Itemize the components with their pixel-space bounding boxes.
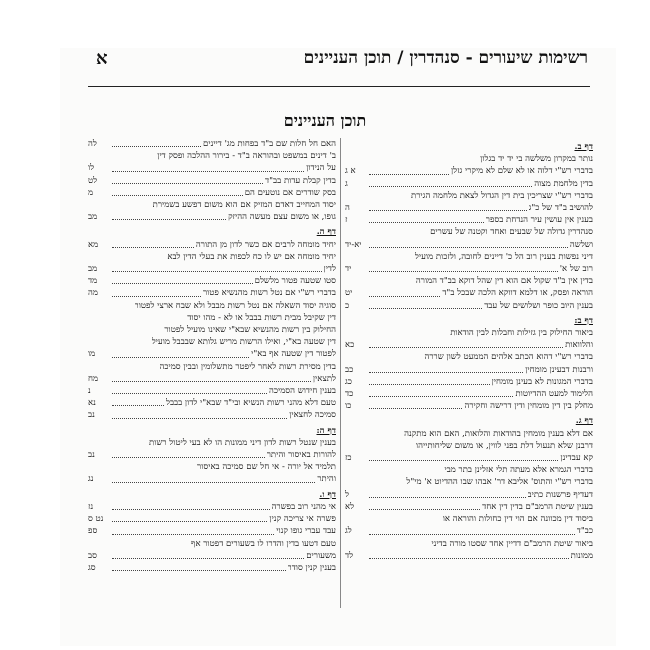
page-header (60, 46, 616, 86)
toc-entry (345, 165, 593, 177)
leader-dots (369, 186, 532, 187)
toc-entry-text: בדברי רש"י אם נטל רשות מהנשיא פטור (202, 288, 336, 299)
toc-entry-page: סב (88, 550, 97, 561)
toc-entry-page: ספ (88, 526, 98, 537)
toc-entry-text: קא עבדינן (560, 453, 593, 464)
leader-dots (112, 247, 194, 248)
toc-entry (345, 226, 593, 238)
toc-column-left (88, 138, 336, 574)
toc-entry (345, 300, 593, 312)
leader-dots (112, 418, 287, 419)
toc-entry (345, 476, 593, 488)
toc-entry (88, 409, 336, 421)
toc-entry (88, 187, 336, 199)
toc-entry (345, 327, 593, 339)
toc-entry-text: והלוואות (565, 340, 593, 351)
leader-dots (112, 482, 315, 483)
toc-entry-page: נב (88, 450, 95, 461)
toc-entry-text: סמיכה לחצאין (289, 410, 336, 421)
toc-entry (88, 348, 336, 360)
toc-column-right (345, 138, 593, 562)
toc-entry (88, 461, 336, 473)
toc-entry-page: מא (88, 239, 99, 250)
toc-section-heading: דף ג. (575, 416, 593, 427)
toc-entry-text: אי מהני רוב בפשרה (271, 501, 336, 512)
toc-entry-page: ל (345, 489, 349, 500)
leader-dots (112, 405, 164, 406)
toc-entry-text: לפטור דין שטעה אף בא"י (251, 349, 336, 360)
toc-entry (345, 525, 593, 537)
toc-entry (345, 339, 593, 351)
toc-entry-text: פשרה אי צריכה קנין (269, 514, 336, 525)
toc-entry-page: לו (88, 163, 95, 174)
toc-entry (88, 336, 336, 348)
toc-entry (88, 138, 336, 150)
toc-entry-text: ורבנות דבעינן מומחין (525, 364, 593, 375)
toc-entry (88, 175, 336, 187)
leader-dots (369, 408, 462, 409)
toc-entry (88, 211, 336, 223)
toc-entry-text: להושיב ב"ד של כ"ג (528, 203, 593, 214)
toc-entry (345, 464, 593, 476)
toc-entry-text: תלמיד אל יורה - אי חל שם סמיכה באיסור (197, 462, 336, 473)
toc-entry (345, 190, 593, 202)
leader-dots (112, 534, 274, 535)
leader-dots (369, 296, 440, 297)
toc-entry-text: לתצאין (312, 373, 336, 384)
toc-entry-page: מב (88, 264, 98, 275)
toc-entry (88, 562, 336, 574)
toc-entry-text: בענין היוב כופר ושלושים של עבד (484, 300, 593, 311)
toc-entry (88, 275, 336, 287)
toc-entry-page: סג (88, 562, 96, 573)
toc-entry-page: לג (345, 526, 352, 537)
toc-entry-page: כז (345, 453, 352, 464)
leader-dots (112, 570, 286, 571)
toc-entry-page: כ (345, 300, 350, 311)
leader-dots (112, 283, 253, 284)
toc-entry (345, 550, 593, 562)
toc-entry-text: יחיד מומחה אם יש לו כח לכפות את בעלי הדין לבא (167, 251, 336, 262)
toc-entry-text: בדברי רש"י שצריכין בית דין הגדול לצאת מלחמה הגירת (411, 190, 593, 201)
leader-dots (112, 296, 201, 297)
toc-entry (345, 287, 593, 299)
toc-entry (345, 400, 593, 412)
toc-entry-page: מד (88, 276, 98, 287)
toc-entry-text: בדברי המגונות לא בעינן מומחין (491, 376, 593, 387)
toc-entry-page: נ (88, 386, 91, 397)
toc-entry-text: ממונות (570, 550, 593, 561)
leader-dots (369, 347, 563, 348)
toc-entry (88, 373, 336, 385)
toc-entry (345, 428, 593, 440)
header-rule (88, 86, 590, 87)
toc-entry-text: ב' דינים במשפט ובהוראה ב"ד - בירור ההלכה ופסק דין (157, 151, 336, 162)
toc-entry-text: רוב של א' (559, 264, 593, 275)
leader-dots (369, 174, 449, 175)
toc-entry-text: אם דלא בענין מומחין בהודאות והלואות, האם הוא מתקנה (404, 428, 593, 439)
toc-entry-page: יד (345, 264, 352, 275)
leader-dots (369, 384, 490, 385)
leader-dots (112, 183, 263, 184)
toc-entry (345, 364, 593, 376)
toc-entry-text: סטו שטעה פטור מלשלם (254, 276, 336, 287)
toc-entry-page: לה (88, 139, 97, 149)
toc-entry-page: נט ס (88, 514, 104, 525)
toc-entry (88, 287, 336, 299)
toc-entry (88, 473, 336, 485)
leader-dots (112, 271, 322, 272)
toc-entry-text: ביאור שיטת הרמב"ם דדיין אחד שסטו מורה בדיני (431, 538, 593, 549)
toc-section-heading: דף ו. (319, 489, 336, 500)
toc-entry (88, 263, 336, 275)
toc-entry-text: יסוד המחייב דאדם המזיק אם הוא משום דפשע בשמירת (152, 200, 336, 211)
toc-entry-text: משעורים (306, 550, 336, 561)
toc-entry-text: בענין שיטת הרמב"ם בדין דין אחד (482, 501, 593, 512)
toc-entry-text: להורות באיסור והיתר (266, 450, 336, 461)
toc-entry (88, 501, 336, 513)
leader-dots (369, 460, 558, 461)
leader-dots (369, 210, 527, 211)
toc-entry (345, 153, 593, 165)
toc-entry-text: הלימוד למעט ההדיוטות (515, 389, 593, 400)
toc-entry-text: בסק שודרים אם נוטעים הם (244, 187, 336, 198)
toc-entry (88, 150, 336, 162)
toc-entry (345, 251, 593, 263)
leader-dots (112, 146, 201, 147)
toc-entry-page: א ג (345, 166, 356, 177)
toc-entry (345, 388, 593, 400)
toc-entry-text: דעדיף פרשנות כתיב (527, 489, 593, 500)
toc-entry-page: יא-יד (345, 239, 362, 250)
toc-entry-text: דין שטעה בא"י, ואילו הרשות מריש גלותא שבבבל מועיל (151, 337, 336, 348)
toc-entry-text: מחלק בין דין מומחין ודין דרישה וחקירה (464, 401, 593, 412)
toc-entry (88, 538, 336, 550)
toc-entry (88, 550, 336, 562)
toc-entry (88, 437, 336, 449)
toc-entry (345, 214, 593, 226)
leader-dots (112, 457, 265, 458)
toc-entry (88, 324, 336, 336)
leader-dots (112, 521, 267, 522)
toc-entry-page: כד (345, 389, 354, 400)
toc-entry-text: ביאור החילוק בין גזילות וחבלות לבין הודאות (450, 328, 593, 339)
toc-entry-page: לט (88, 175, 98, 186)
toc-entry-text: בענין שנטל רשות לדון דיני ממונות הו לא בעי ליטול רשות (149, 437, 336, 448)
toc-entry (88, 385, 336, 397)
toc-entry (345, 440, 593, 452)
toc-entry (345, 202, 593, 214)
toc-entry (345, 501, 593, 513)
leader-dots (369, 372, 523, 373)
toc-entry-page: נג (88, 474, 94, 485)
leader-dots (369, 509, 480, 510)
column-divider (340, 138, 341, 608)
toc-entry-page: ג (345, 178, 348, 189)
toc-entry-text: דיני נפשות בענין רוב הל כ' דיינים לחובה, ולזכות מועיל (414, 251, 593, 262)
toc-entry-page: מח (88, 373, 99, 384)
leader-dots (369, 497, 526, 498)
toc-entry (345, 376, 593, 388)
toc-entry-text: בענין אין עושין עיר הנדחת בספר (485, 215, 593, 226)
toc-section-heading: דף ב: (574, 315, 593, 326)
toc-section-heading: דף ה. (316, 227, 336, 238)
toc-entry (88, 513, 336, 525)
toc-entry-text: בדברי רש"י והתוס' אליבא דר' אבהו שבו ההדיוט א' מי"ל (406, 477, 593, 488)
leader-dots (112, 357, 249, 358)
leader-dots (369, 271, 558, 272)
toc-entry-page: לא (345, 501, 355, 512)
toc-entry (345, 239, 593, 251)
toc-entry-text: יחיד מומחה לרבים אם כשר לדון מן התורה (195, 239, 336, 250)
toc-entry (345, 513, 593, 525)
leader-dots (112, 558, 304, 559)
toc-entry-page: נב (88, 410, 95, 421)
toc-entry-text: ביסוד דין מכוונה אם הוי דין כחולות והוראה או (442, 514, 593, 525)
toc-entry-page: ז (345, 215, 348, 226)
toc-entry-text: כב"ד (576, 526, 593, 537)
toc-entry-text: בדברי רש"י דלוה או לא שלם לא מיקרי גזלן (450, 166, 593, 177)
toc-entry-text: האם חל חלות שם ב"ד בפחות מג' דיינים (203, 139, 336, 149)
toc-entry (345, 351, 593, 363)
toc-entry (88, 525, 336, 537)
toc-entry-text: עבד עברי גופו קנוי (276, 526, 336, 537)
toc-entry-text: טעם דלא מהני רשות הנשיא ובי"ד שבא"י לדון בבבל (165, 398, 336, 409)
toc-entry-page: ה (345, 203, 350, 214)
page-number: א (96, 48, 108, 69)
toc-entry-page: כג (345, 376, 352, 387)
toc-entry-page: מב (88, 212, 98, 223)
toc-entry-page: מ (88, 187, 94, 198)
toc-entry-text: בדין קבלת עדות בב"ד (265, 175, 336, 186)
toc-entry (88, 312, 336, 324)
toc-entry (88, 239, 336, 251)
toc-title: תוכן העניינים (283, 111, 367, 130)
toc-entry (88, 397, 336, 409)
leader-dots (112, 171, 304, 172)
toc-entry-text: בדין מסירת רשות לאחר ליפטר מתשלומין ובבין סמיכה (159, 361, 336, 372)
toc-entry-text: בענין קנין סודר (287, 562, 336, 573)
leader-dots (369, 558, 569, 559)
toc-entry-text: הוראה ופסק, או דלמא דווקא הלכה שבכל ב"ד (442, 288, 593, 299)
toc-entry-text: דרבנן שלא תנעול דלת בפני לווין, או משום שליחותייהו (415, 440, 593, 451)
toc-entry-text: גופו, או משום עצם מעשה ההיזק (228, 212, 336, 223)
toc-entry-text: והיתר (317, 474, 336, 485)
leader-dots (369, 222, 484, 223)
toc-entry-page: נז (88, 501, 94, 512)
toc-entry (88, 449, 336, 461)
leader-dots (369, 396, 513, 397)
toc-entry-text: בדברי הגמרא אלא מעתה תלי אזלינן בתר מבי (444, 465, 593, 476)
toc-entry-text: החילוק בין רשות מהנשיא שבא"י שאינו מועיל לפטור (164, 325, 336, 336)
toc-entry-page: כב (345, 364, 354, 375)
toc-entry (345, 263, 593, 275)
toc-entry-page: מו (88, 349, 96, 360)
toc-entry (88, 199, 336, 211)
toc-entry (345, 538, 593, 550)
toc-entry-text: בדין אין ב"ד שקול אם הוא דין שהל דוקא בב"ד המורה (415, 276, 593, 287)
toc-entry-text: לדין (323, 264, 336, 275)
toc-entry (345, 275, 593, 287)
toc-entry (88, 251, 336, 263)
running-title: רשימות שיעורים - סנהדרין / תוכן העניינים (303, 48, 588, 68)
toc-entry-text: בענין חידוש הסמיכה (268, 386, 336, 397)
leader-dots (112, 393, 267, 394)
toc-entry (345, 178, 593, 190)
toc-entry-text: ושלשה (569, 239, 593, 250)
toc-entry (88, 361, 336, 373)
leader-dots (369, 247, 568, 248)
toc-entry-text: דין שקיבל מבית רשות בבבל או לא - מהו יסוד (187, 312, 336, 323)
toc-entry (345, 452, 593, 464)
toc-entry-page: מה (88, 288, 98, 299)
toc-entry-text: בדברי רש"י דהוא הכתב אלהים הממעט לשון שררה (424, 352, 593, 363)
toc-entry-text: טעם דטעו בדין והדרו לו בשעורים דפטור אף (191, 538, 336, 549)
toc-entry-text: על הנידון (306, 163, 336, 174)
toc-entry-text: סנהדרין גדולה של שבעים ואחד וקטנה של עשרים (430, 227, 593, 238)
toc-entry-text: בדין מלחמת מצוה (534, 178, 593, 189)
leader-dots (369, 308, 482, 309)
toc-entry-page: כא (345, 340, 355, 351)
toc-entry (88, 162, 336, 174)
toc-entry-text: נותר במקרון משלשה בי יד יד בגלון (480, 154, 593, 165)
toc-section-heading: דף ה: (316, 425, 336, 436)
toc-entry-text: סוגיה יסוד השאלה אם נטל רשות מבבל ולא שבח ארצי לפטור (134, 300, 336, 311)
toc-entry-page: נא (88, 398, 96, 409)
toc-section-heading: דף ב. (574, 142, 593, 152)
toc-entry-page: כו (345, 401, 352, 412)
toc-entry-page: יט (345, 288, 353, 299)
leader-dots (112, 219, 226, 220)
leader-dots (112, 381, 311, 382)
toc-entry-page: לד (345, 550, 354, 561)
toc-entry (345, 489, 593, 501)
leader-dots (112, 509, 270, 510)
leader-dots (112, 195, 243, 196)
toc-entry (88, 300, 336, 312)
leader-dots (369, 534, 575, 535)
